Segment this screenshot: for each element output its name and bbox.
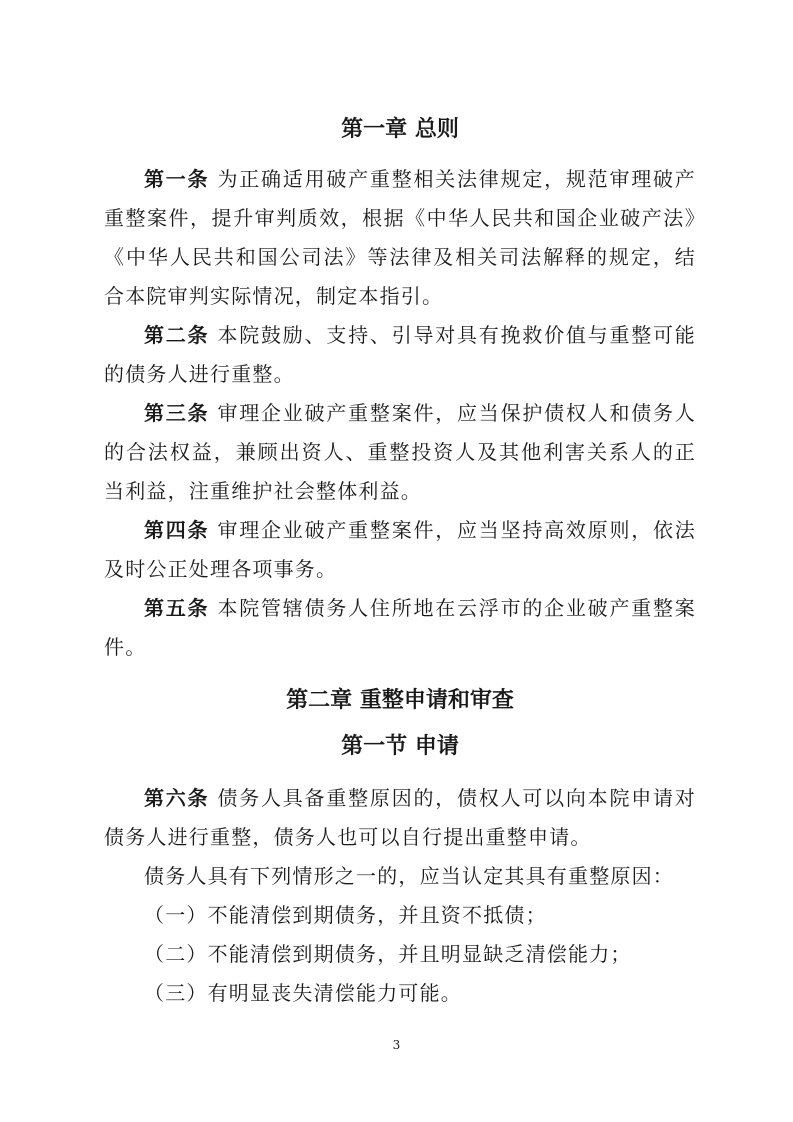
article-label: 第四条 [144, 518, 210, 542]
article-text: 审理企业破产重整案件，应当保护债权人和债务人的合法权益，兼顾出资人、重整投资人及其他利害关系人的正当利益，注重维护社会整体利益。 [104, 401, 696, 503]
page-number: 3 [392, 1038, 401, 1052]
condition-item-1: （一）不能清偿到期债务，并且资不抵债； [144, 903, 547, 927]
condition-item-3: （三）有明显丧失清偿能力可能。 [144, 981, 462, 1005]
article-text: 审理企业破产重整案件，应当坚持高效原则，依法及时公正处理各项事务。 [104, 518, 696, 581]
article-label: 第三条 [144, 401, 210, 425]
article-label: 第五条 [144, 596, 210, 620]
article-label: 第六条 [144, 786, 210, 810]
article-5 [104, 589, 696, 667]
article-6-condition-intro: 债务人具有下列情形之一的，应当认定其具有重整原因： [144, 864, 674, 888]
page-content [104, 110, 696, 1013]
section-1-title: 第一节 申请 [341, 734, 459, 759]
condition-item-2: （二）不能清偿到期债务，并且明显缺乏清偿能力； [144, 942, 632, 966]
article-4 [104, 511, 696, 589]
article-text: 本院管辖债务人住所地在云浮市的企业破产重整案件。 [104, 596, 696, 659]
article-6 [104, 779, 696, 857]
article-text: 本院鼓励、支持、引导对具有挽救价值与重整可能的债务人进行重整。 [104, 323, 696, 386]
article-1 [104, 160, 696, 316]
article-label: 第二条 [144, 323, 210, 347]
article-text: 为正确适用破产重整相关法律规定，规范审理破产重整案件，提升审判质效，根据《中华人民共和国企业破产法》《中华人民共和国公司法》等法律及相关司法解释的规定，结合本院审判实际情况，制定本指引。 [104, 167, 696, 308]
article-2 [104, 316, 696, 394]
article-label: 第一条 [144, 167, 210, 191]
article-text: 债务人具备重整原因的，债权人可以向本院申请对债务人进行重整，债务人也可以自行提出重整申请。 [104, 786, 696, 849]
chapter-1-title: 第一章 总则 [341, 117, 459, 142]
article-3 [104, 394, 696, 511]
chapter-2-title: 第二章 重整申请和审查 [286, 688, 514, 713]
